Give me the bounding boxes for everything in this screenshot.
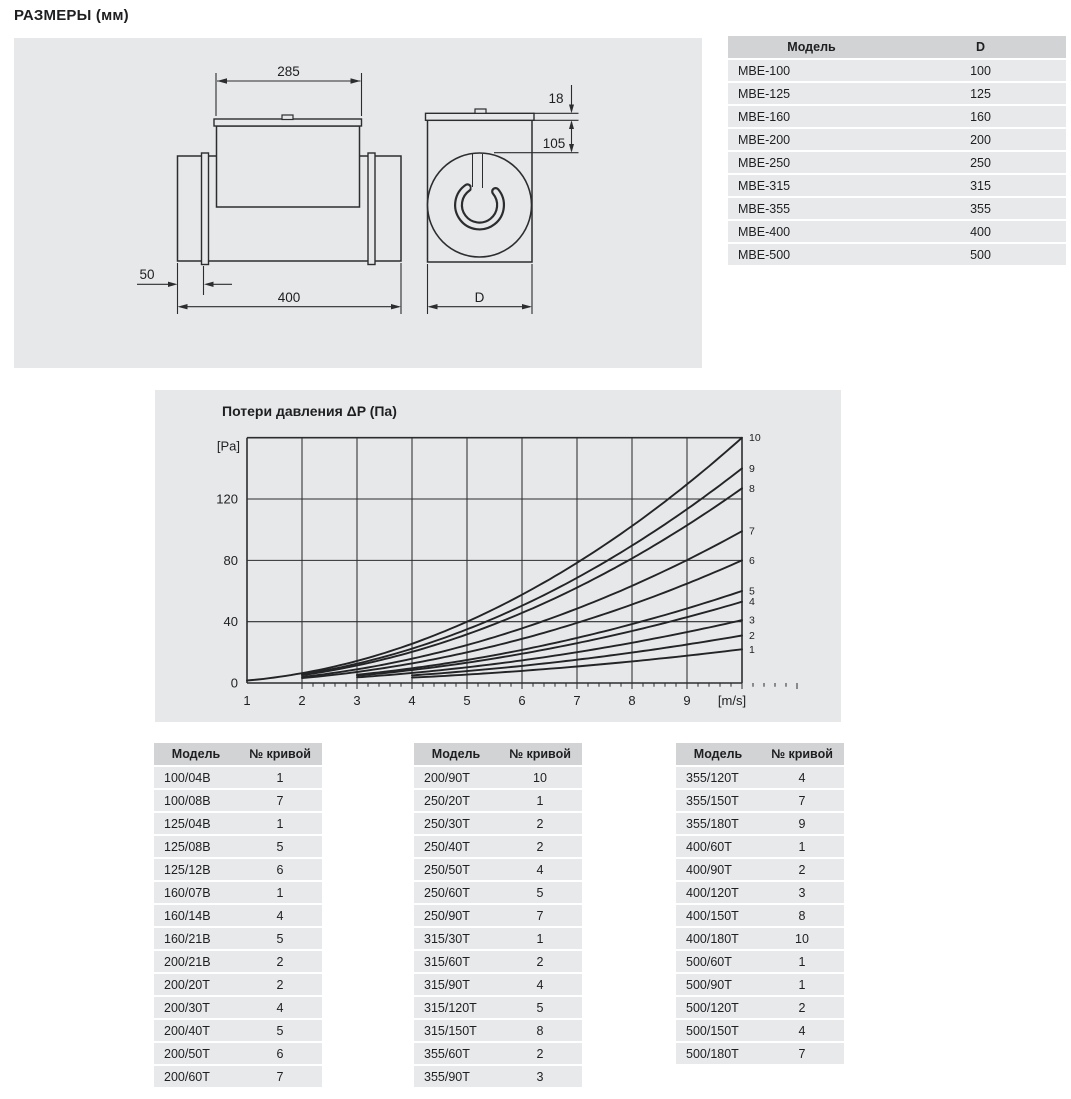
x-tick-label: 1 (243, 693, 251, 708)
table-row (154, 1066, 322, 1087)
model-diameter-table (728, 34, 1066, 267)
model-cell: 125/12В (154, 859, 238, 880)
y-axis-unit-label: [Pa] (216, 438, 240, 454)
model-cell: 400/180Т (676, 928, 760, 949)
table-row (728, 83, 1066, 104)
value-cell: 10 (498, 767, 582, 788)
value-cell: 9 (760, 813, 844, 834)
curve-table-1 (154, 741, 322, 1089)
table-row (414, 974, 582, 995)
value-cell: 100 (895, 60, 1066, 81)
table-header (154, 743, 322, 765)
value-cell: 7 (498, 905, 582, 926)
model-cell: 400/150Т (676, 905, 760, 926)
dimension-diameter (428, 264, 533, 314)
value-cell: 2 (760, 997, 844, 1018)
value-cell: 7 (238, 1066, 322, 1087)
dim-d-label: D (474, 290, 485, 305)
value-cell: 2 (760, 859, 844, 880)
model-cell: 125/08В (154, 836, 238, 857)
table-row (154, 836, 322, 857)
column-header: Модель (154, 743, 238, 765)
value-cell: 5 (498, 882, 582, 903)
table-row (676, 813, 844, 834)
x-tick-label: 8 (628, 693, 636, 708)
table-row (414, 813, 582, 834)
x-tick-label: 2 (298, 693, 306, 708)
table-row (414, 859, 582, 880)
model-cell: 160/07В (154, 882, 238, 903)
curve-table-3 (676, 741, 844, 1066)
pressure-loss-chart-panel (155, 390, 841, 722)
model-cell: 315/90Т (414, 974, 498, 995)
table-row (414, 997, 582, 1018)
model-cell: 160/14В (154, 905, 238, 926)
model-cell: МВЕ-250 (728, 152, 895, 173)
model-cell: МВЕ-400 (728, 221, 895, 242)
model-cell: 355/120Т (676, 767, 760, 788)
model-cell: 100/08В (154, 790, 238, 811)
table-header (676, 743, 844, 765)
table-row (676, 859, 844, 880)
table-row (728, 221, 1066, 242)
y-tick-label: 80 (223, 552, 238, 568)
table-row (414, 790, 582, 811)
table-row (414, 1066, 582, 1087)
model-cell: МВЕ-355 (728, 198, 895, 219)
dimensions-drawing-panel (14, 38, 702, 368)
table-row (676, 974, 844, 995)
dim-285-label: 285 (277, 64, 300, 79)
model-cell: 400/90Т (676, 859, 760, 880)
column-header: № кривой (238, 743, 322, 765)
table-row (414, 1020, 582, 1041)
chart-title: Потери давления ΔP (Па) (222, 403, 397, 419)
table-row (676, 905, 844, 926)
model-cell: 200/60Т (154, 1066, 238, 1087)
model-cell: МВЕ-200 (728, 129, 895, 150)
column-header: D (895, 36, 1066, 58)
table-row (154, 974, 322, 995)
curve-label: 1 (749, 643, 755, 656)
curve-label: 6 (749, 554, 755, 567)
curve-label: 2 (749, 629, 755, 642)
model-cell: 250/60Т (414, 882, 498, 903)
dimension-length (178, 263, 402, 314)
model-cell: 200/20Т (154, 974, 238, 995)
value-cell: 200 (895, 129, 1066, 150)
model-cell: 315/120Т (414, 997, 498, 1018)
table-row (414, 951, 582, 972)
flange-right (368, 153, 375, 265)
flange-left (202, 153, 209, 265)
model-cell: 355/60Т (414, 1043, 498, 1064)
value-cell: 3 (498, 1066, 582, 1087)
curve-label: 5 (749, 585, 755, 598)
curve-label: 4 (749, 596, 755, 609)
table-header (728, 36, 1066, 58)
value-cell: 10 (760, 928, 844, 949)
value-cell: 7 (760, 790, 844, 811)
model-cell: 160/21В (154, 928, 238, 949)
value-cell: 315 (895, 175, 1066, 196)
value-cell: 400 (895, 221, 1066, 242)
table-row (676, 882, 844, 903)
table-row (154, 951, 322, 972)
model-cell: 250/40Т (414, 836, 498, 857)
model-cell: 500/120Т (676, 997, 760, 1018)
pressure-loss-chart (155, 390, 841, 722)
curve-label: 3 (749, 614, 755, 627)
value-cell: 8 (760, 905, 844, 926)
table-row (676, 790, 844, 811)
table-row (154, 1043, 322, 1064)
x-axis-unit-label: [m/s] (717, 693, 747, 708)
model-cell: 200/40Т (154, 1020, 238, 1041)
value-cell: 2 (498, 813, 582, 834)
table-row (154, 928, 322, 949)
model-cell: 250/20Т (414, 790, 498, 811)
value-cell: 2 (498, 836, 582, 857)
value-cell: 1 (760, 974, 844, 995)
front-lid (426, 113, 535, 120)
value-cell: 125 (895, 83, 1066, 104)
table-row (728, 129, 1066, 150)
front-lid-handle (475, 109, 486, 113)
dim-18-label: 18 (548, 91, 564, 106)
model-cell: 250/90Т (414, 905, 498, 926)
curve-label: 7 (749, 525, 755, 538)
table-row (414, 905, 582, 926)
model-cell: 200/50Т (154, 1043, 238, 1064)
table-row (728, 60, 1066, 81)
value-cell: 1 (498, 928, 582, 949)
dim-400-label: 400 (277, 290, 301, 305)
table-row (676, 997, 844, 1018)
dim-50-label: 50 (139, 267, 155, 282)
model-cell: 315/30Т (414, 928, 498, 949)
model-cell: 400/120Т (676, 882, 760, 903)
x-tick-label: 3 (353, 693, 361, 708)
value-cell: 1 (238, 882, 322, 903)
model-cell: 500/150Т (676, 1020, 760, 1041)
value-cell: 4 (760, 1020, 844, 1041)
heater-housing (217, 126, 360, 207)
value-cell: 2 (498, 951, 582, 972)
value-cell: 250 (895, 152, 1066, 173)
table-row (728, 106, 1066, 127)
table-row (154, 882, 322, 903)
value-cell: 355 (895, 198, 1066, 219)
table-row (728, 244, 1066, 265)
table-row (414, 836, 582, 857)
table-row (154, 859, 322, 880)
model-cell: 355/90Т (414, 1066, 498, 1087)
value-cell: 7 (760, 1043, 844, 1064)
value-cell: 7 (238, 790, 322, 811)
value-cell: 5 (238, 836, 322, 857)
column-header: Модель (728, 36, 895, 58)
table-row (676, 1043, 844, 1064)
table-row (676, 767, 844, 788)
table-row (154, 767, 322, 788)
column-header: № кривой (760, 743, 844, 765)
model-cell: 200/90Т (414, 767, 498, 788)
value-cell: 160 (895, 106, 1066, 127)
value-cell: 6 (238, 859, 322, 880)
value-cell: 4 (238, 997, 322, 1018)
x-tick-label: 4 (408, 693, 416, 708)
value-cell: 2 (238, 951, 322, 972)
value-cell: 1 (760, 951, 844, 972)
column-header: № кривой (498, 743, 582, 765)
model-cell: 315/150Т (414, 1020, 498, 1041)
table-row (676, 928, 844, 949)
curve-label: 10 (749, 432, 761, 445)
value-cell: 1 (760, 836, 844, 857)
table-row (728, 198, 1066, 219)
table-row (676, 1020, 844, 1041)
model-cell: 100/04В (154, 767, 238, 788)
model-cell: 500/90Т (676, 974, 760, 995)
model-cell: 250/30Т (414, 813, 498, 834)
table-row (154, 790, 322, 811)
column-header: Модель (414, 743, 498, 765)
curve-label: 9 (749, 462, 755, 475)
table-row (154, 1020, 322, 1041)
table-row (154, 813, 322, 834)
pressure-curve-10 (247, 438, 742, 681)
value-cell: 2 (238, 974, 322, 995)
value-cell: 4 (498, 859, 582, 880)
value-cell: 2 (498, 1043, 582, 1064)
model-cell: 250/50Т (414, 859, 498, 880)
y-tick-label: 120 (216, 491, 238, 507)
page-title: РАЗМЕРЫ (мм) (14, 7, 129, 24)
value-cell: 5 (238, 1020, 322, 1041)
x-tick-label: 5 (463, 693, 471, 708)
model-cell: 200/21В (154, 951, 238, 972)
model-cell: 315/60Т (414, 951, 498, 972)
technical-drawing (14, 38, 702, 368)
value-cell: 1 (238, 767, 322, 788)
value-cell: 6 (238, 1043, 322, 1064)
model-cell: 500/60Т (676, 951, 760, 972)
model-cell: 500/180Т (676, 1043, 760, 1064)
table-row (728, 152, 1066, 173)
table-row (676, 951, 844, 972)
model-cell: МВЕ-315 (728, 175, 895, 196)
model-cell: 355/180Т (676, 813, 760, 834)
value-cell: 3 (760, 882, 844, 903)
pressure-curve-4 (357, 602, 742, 676)
table-row (154, 905, 322, 926)
table-row (154, 997, 322, 1018)
curve-label: 8 (749, 482, 755, 495)
table-row (414, 882, 582, 903)
model-cell: 125/04В (154, 813, 238, 834)
front-view (426, 109, 535, 262)
value-cell: 4 (498, 974, 582, 995)
value-cell: 1 (238, 813, 322, 834)
dimension-lid-height (533, 85, 579, 120)
value-cell: 4 (238, 905, 322, 926)
lid-handle (282, 115, 293, 120)
value-cell: 8 (498, 1020, 582, 1041)
model-cell: МВЕ-160 (728, 106, 895, 127)
model-cell: 400/60Т (676, 836, 760, 857)
x-tick-label: 6 (518, 693, 526, 708)
column-header: Модель (676, 743, 760, 765)
model-cell: МВЕ-125 (728, 83, 895, 104)
table-row (414, 928, 582, 949)
y-tick-label: 40 (223, 614, 238, 630)
y-tick-label: 0 (230, 675, 238, 691)
table-row (414, 1043, 582, 1064)
value-cell: 1 (498, 790, 582, 811)
value-cell: 4 (760, 767, 844, 788)
table-row (676, 836, 844, 857)
dimension-top-width (216, 64, 362, 116)
curve-table-2 (414, 741, 582, 1089)
value-cell: 5 (238, 928, 322, 949)
x-tick-label: 7 (573, 693, 581, 708)
value-cell: 5 (498, 997, 582, 1018)
model-cell: МВЕ-500 (728, 244, 895, 265)
table-row (414, 767, 582, 788)
table-row (728, 175, 1066, 196)
model-cell: 355/150Т (676, 790, 760, 811)
x-tick-label: 9 (683, 693, 691, 708)
model-cell: МВЕ-100 (728, 60, 895, 81)
side-view (178, 115, 402, 265)
table-header (414, 743, 582, 765)
dim-105-label: 105 (542, 136, 566, 151)
model-cell: 200/30Т (154, 997, 238, 1018)
value-cell: 500 (895, 244, 1066, 265)
